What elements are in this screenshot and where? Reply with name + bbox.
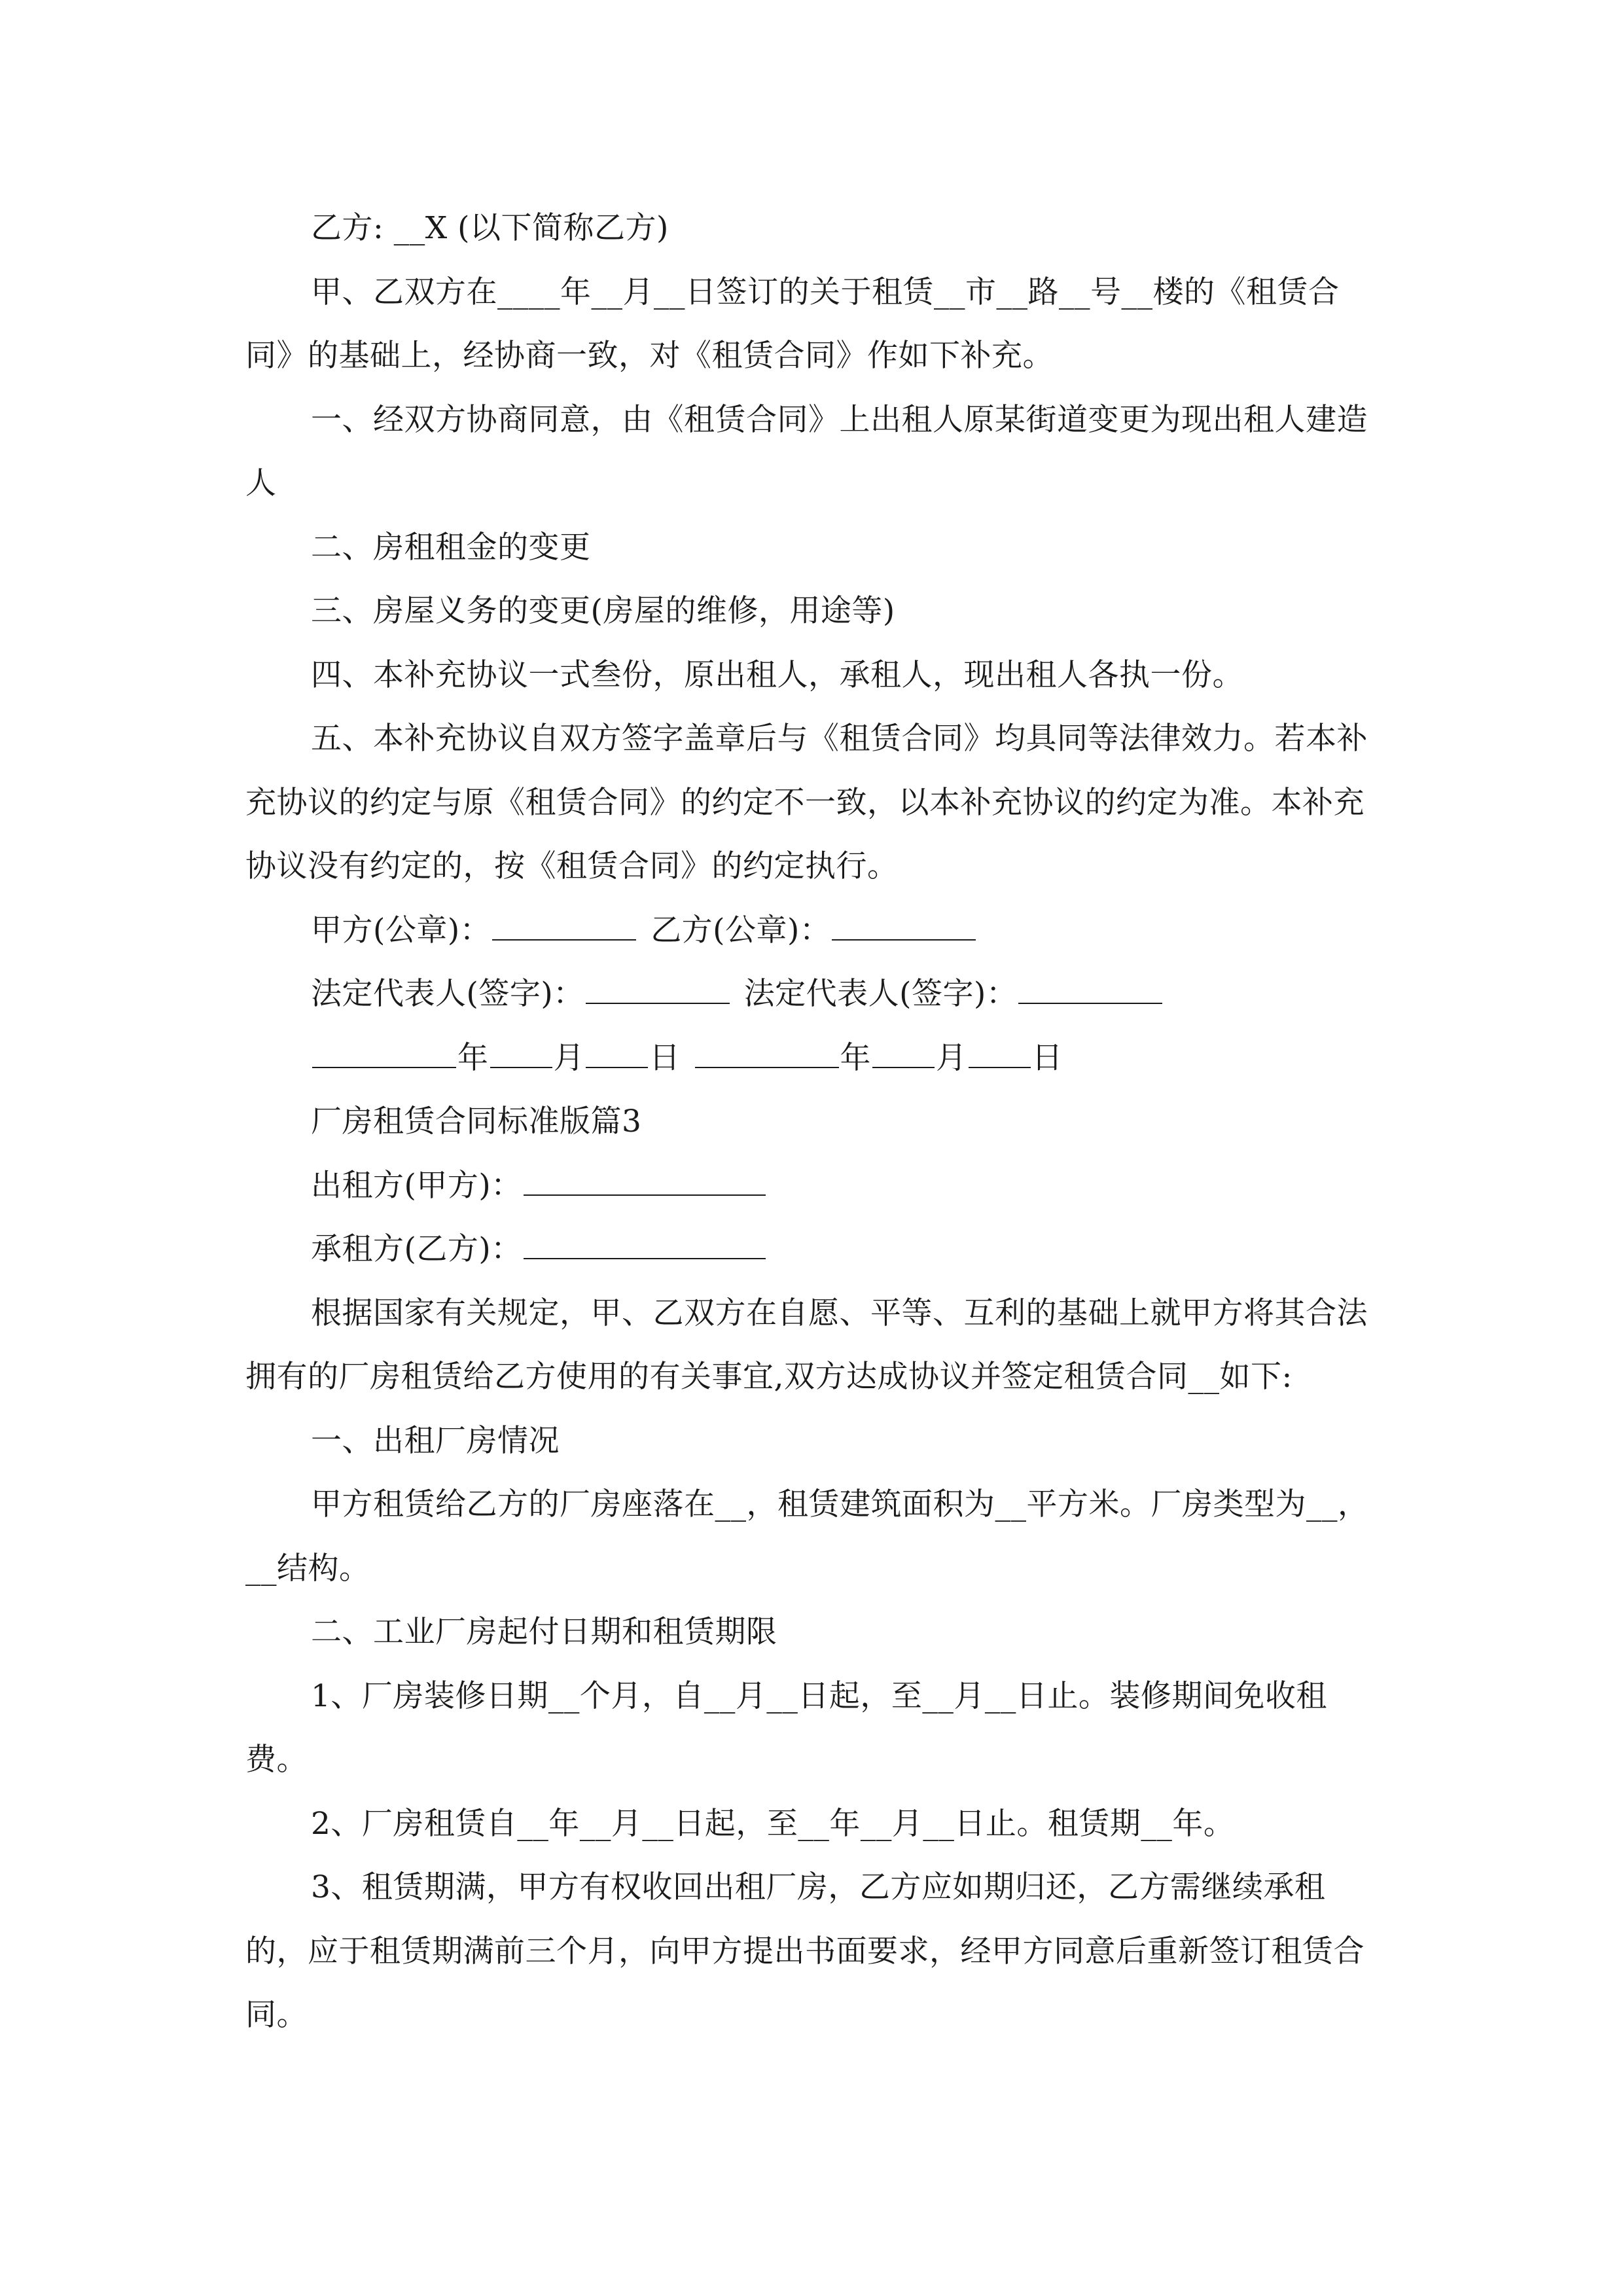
- date-a-month-blank: [490, 1037, 552, 1068]
- date-a-year-blank: [312, 1037, 456, 1068]
- representative-row: [245, 962, 1378, 1026]
- section-2-item-3: 3、租赁期满，甲方有权收回出租厂房，乙方应如期归还，乙方需继续承租的，应于租赁期满前三个月，向甲方提出书面要求，经甲方同意后重新签订租赁合同。: [245, 1869, 1364, 2033]
- date-a-year: 年: [457, 1039, 489, 1076]
- date-a-day-blank: [586, 1037, 648, 1068]
- party-a-seal-label: 甲方(公章)：: [311, 912, 491, 948]
- section-2-item-1: 1、厂房装修日期__个月，自__月__日起，至__月__日止。装修期间免收租费。: [245, 1677, 1327, 1778]
- rep-a-label: 法定代表人(签字)：: [311, 976, 584, 1012]
- clause-3: 三、房屋义务的变更(房屋的维修，用途等): [311, 593, 895, 629]
- clause-1: 一、经双方协商同意，由《租赁合同》上出租人原某街道变更为现出租人建造人: [245, 401, 1368, 501]
- section-1-body: 甲方租赁给乙方的厂房座落在__，租赁建筑面积为__平方米。厂房类型为__，__结构。: [245, 1486, 1369, 1587]
- intro-paragraph: 甲、乙双方在____年__月__日签订的关于租赁__市__路__号__楼的《租赁合同》的基础上，经协商一致，对《租赁合同》作如下补充。: [245, 274, 1340, 374]
- section-2-title: 二、工业厂房起付日期和租赁期限: [311, 1614, 777, 1650]
- date-b-day-blank: [969, 1037, 1031, 1068]
- clause-4: 四、本补充协议一式叁份，原出租人，承租人，现出租人各执一份。: [311, 656, 1243, 693]
- document-body: [245, 196, 1378, 2047]
- date-b-month-blank: [872, 1037, 935, 1068]
- lessor-blank: [524, 1165, 766, 1196]
- rep-b-label: 法定代表人(签字)：: [743, 976, 1018, 1012]
- section-2-item-2: 2、厂房租赁自__年__月__日起，至__年__月__日止。租赁期__年。: [311, 1805, 1235, 1842]
- clause-5: 五、本补充协议自双方签字盖章后与《租赁合同》均具同等法律效力。若本补充协议的约定与原《租赁合同》的约定不一致，以本补充协议的约定为准。本补充协议没有约定的，按《租赁合同》的约定执行。: [245, 721, 1368, 884]
- lessee-row: [245, 1217, 1378, 1282]
- section-1-title: 一、出租厂房情况: [311, 1422, 560, 1459]
- rep-a-blank: [586, 973, 730, 1004]
- clause-2: 二、房租租金的变更: [311, 529, 591, 565]
- party-b-seal-blank: [832, 910, 976, 941]
- party-b-seal-label: 乙方(公章)：: [651, 912, 831, 948]
- date-b-year: 年: [840, 1039, 871, 1076]
- date-b-year-blank: [695, 1037, 839, 1068]
- party-b-line: 乙方: __X (以下简称乙方): [311, 210, 669, 246]
- rep-b-blank: [1018, 973, 1162, 1004]
- date-b-month: 月: [936, 1039, 967, 1076]
- lessee-label: 承租方(乙方)：: [311, 1231, 522, 1267]
- date-a-day: 日: [649, 1039, 681, 1076]
- date-b-day: 日: [1031, 1039, 1063, 1076]
- seal-row: [245, 899, 1378, 963]
- section-title: 厂房租赁合同标准版篇3: [311, 1103, 642, 1139]
- date-row: [245, 1026, 1378, 1090]
- preamble-paragraph: 根据国家有关规定，甲、乙双方在自愿、平等、互利的基础上就甲方将其合法拥有的厂房租赁给乙方使用的有关事宜,双方达成协议并签定租赁合同__如下:: [245, 1295, 1368, 1395]
- lessor-label: 出租方(甲方)：: [311, 1167, 522, 1204]
- date-a-month: 月: [553, 1039, 584, 1076]
- party-a-seal-blank: [492, 910, 636, 941]
- lessee-blank: [524, 1229, 766, 1259]
- lessor-row: [245, 1154, 1378, 1218]
